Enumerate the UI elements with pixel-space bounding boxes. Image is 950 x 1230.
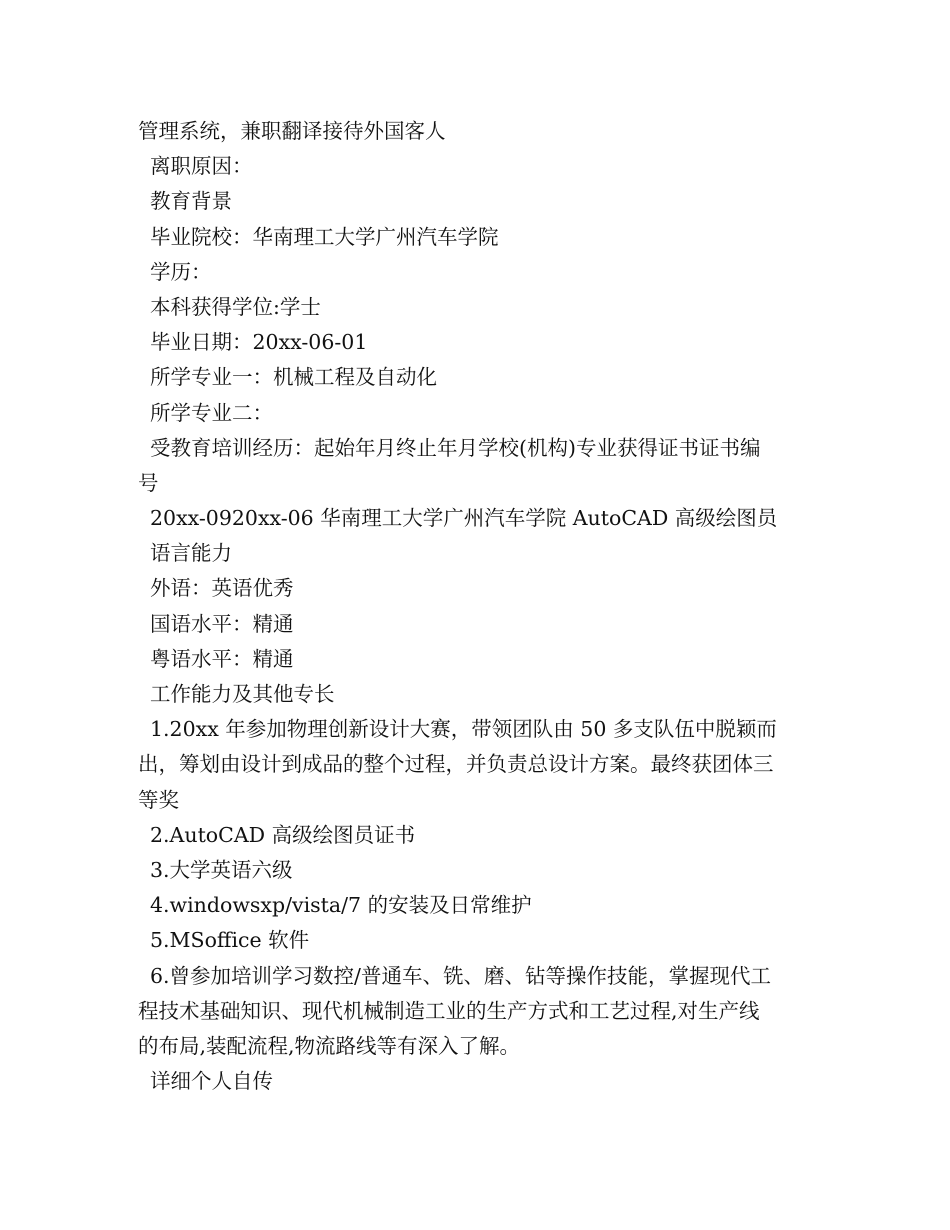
section-heading: 语言能力	[150, 541, 232, 566]
list-item: 6.曾参加培训学习数控/普通车、铣、磨、钻等操作技能，掌握现代工	[150, 963, 771, 988]
text-line: 国语水平：精通	[150, 611, 294, 636]
list-item: 3.大学英语六级	[150, 857, 293, 882]
text-line: 离职原因：	[150, 154, 253, 179]
text-line: 号	[138, 470, 159, 495]
document-page	[138, 114, 818, 1099]
text-line: 等奖	[138, 787, 179, 812]
list-item: 2.AutoCAD 高级绘图员证书	[150, 822, 416, 847]
list-item: 1.20xx 年参加物理创新设计大赛，带领团队由 50 多支队伍中脱颖而	[150, 717, 777, 742]
list-item: 4.windowsxp/vista/7 的安装及日常维护	[150, 893, 532, 918]
text-line: 所学专业一：机械工程及自动化	[150, 365, 437, 390]
text-line: 出，筹划由设计到成品的整个过程，并负责总设计方案。最终获团体三	[138, 752, 774, 777]
text-line: 粤语水平：精通	[150, 646, 294, 671]
text-line: 外语：英语优秀	[150, 576, 294, 601]
text-line: 本科获得学位:学士	[150, 294, 321, 319]
section-heading: 教育背景	[150, 189, 232, 214]
text-line: 毕业院校：华南理工大学广州汽车学院	[150, 224, 499, 249]
list-item: 5.MSoffice 软件	[150, 928, 310, 953]
text-line: 受教育培训经历：起始年月终止年月学校(机构)专业获得证书证书编	[150, 435, 761, 460]
text-line: 程技术基础知识、现代机械制造工业的生产方式和工艺过程,对生产线	[138, 998, 760, 1023]
section-heading: 工作能力及其他专长	[150, 682, 335, 706]
text-line: 管理系统，兼职翻译接待外国客人	[138, 119, 446, 143]
text-line: 的布局,装配流程,物流路线等有深入了解。	[138, 1033, 521, 1058]
section-heading: 详细个人自传	[150, 1069, 273, 1094]
text-line: 20xx-0920xx-06 华南理工大学广州汽车学院 AutoCAD 高级绘图员	[150, 506, 778, 531]
text-line: 所学专业二：	[150, 400, 273, 425]
text-line: 学历：	[150, 259, 212, 284]
text-line: 毕业日期：20xx-06-01	[150, 330, 368, 355]
